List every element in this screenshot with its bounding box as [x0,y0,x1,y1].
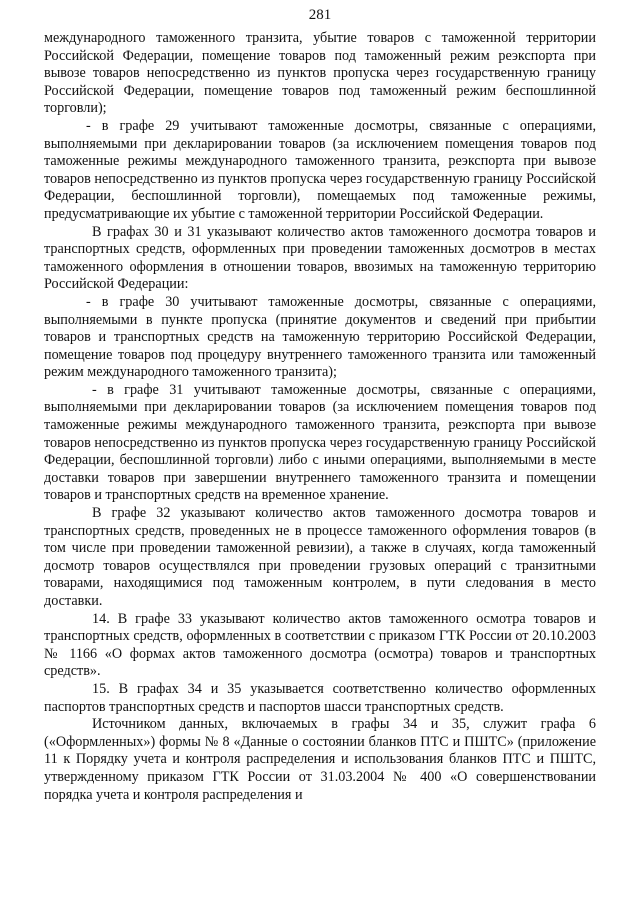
paragraph-column-32: В графе 32 указывают количество актов таможенного досмотра товаров и транспортных средств, проведенных не в процессе таможенного оформления товаров (в том числе при проведении таможенной ревизии), а также в случаях, когда таможенный досмотр товаров осуществлялся при проведении грузовых операций с транзитными товарами, находящимися под таможенным контролем, в пути следования в место доставки. [44,505,596,609]
paragraph-column-30: - в графе 30 учитывают таможенные досмотры, связанные с операциями, выполняемыми в пункте пропуска (принятие документов и сведений при прибытии товаров и транспортных средств на таможенную территорию Российской Федерации, помещение товаров под процедуру внутреннего таможенного транзита или таможенный режим международного таможенного транзита); [44,293,596,381]
paragraph-columns-30-31: В графах 30 и 31 указывают количество актов таможенного досмотра товаров и транспортных средств, оформленных при проведении таможенных досмотров в местах таможенного оформления в отношении товаров, ввозимых на таможенную территорию Российской Федерации: [44,223,596,293]
page-number: 281 [308,7,332,23]
paragraph-column-29: - в графе 29 учитывают таможенные досмотры, связанные с операциями, выполняемыми при декларировании товаров (за исключением помещения товаров под таможенные режимы международного таможенного транзита, реэкспорта при вывозе товаров непосредственно из пунктов пропуска через государственную границу Российской Федерации, беспошлинной торговли), помещаемых под таможенные режимы, предусматривающие их убытие с таможенной территории Российской Федерации. [44,117,596,222]
paragraph-item-15: 15. В графах 34 и 35 указывается соответственно количество оформленных паспортов транспортных средств и паспортов шасси транспортных средств. [44,680,596,715]
paragraph-data-source: Источником данных, включаемых в графы 34 и 35, служит графа 6 («Оформленных») формы № 8 «Данные о состоянии бланков ПТС и ПШТС» (приложение 11 к Порядку учета и контроля распределения и использования бланков ПТС и ПШТС, утвержденному приказом ГТК России от 31.03.2004 № 400 «О совершенствовании порядка учета и контроля распределения и [44,716,596,803]
paragraph-column-31: - в графе 31 учитывают таможенные досмотры, связанные с операциями, выполняемыми при декларировании товаров (за исключением помещения товаров под таможенные режимы международного таможенного транзита, реэкспорта при вывозе товаров непосредственно из пунктов пропуска через государственную границу Российской Федерации, беспошлинной торговли) либо с иными операциями, выполняемыми в месте доставки товаров при завершении внутреннего таможенного транзита и помещении товаров и транспортных средств на временное хранение. [44,381,596,504]
document-body [44,30,596,804]
paragraph-item-14: 14. В графе 33 указывают количество актов таможенного осмотра товаров и транспортных средств, оформленных в соответствии с приказом ГТК России от 20.10.2003 № 1166 «О формах актов таможенного досмотра (осмотра) товаров и транспортных средств». [44,610,596,680]
paragraph-continuation: международного таможенного транзита, убытие товаров с таможенной территории Российской Федерации, помещение товаров под таможенный режим реэкспорта при вывозе товаров непосредственно из пунктов пропуска через государственную границу Российской Федерации, помещение товаров под таможенный режим беспошлинной торговли); [44,30,596,117]
